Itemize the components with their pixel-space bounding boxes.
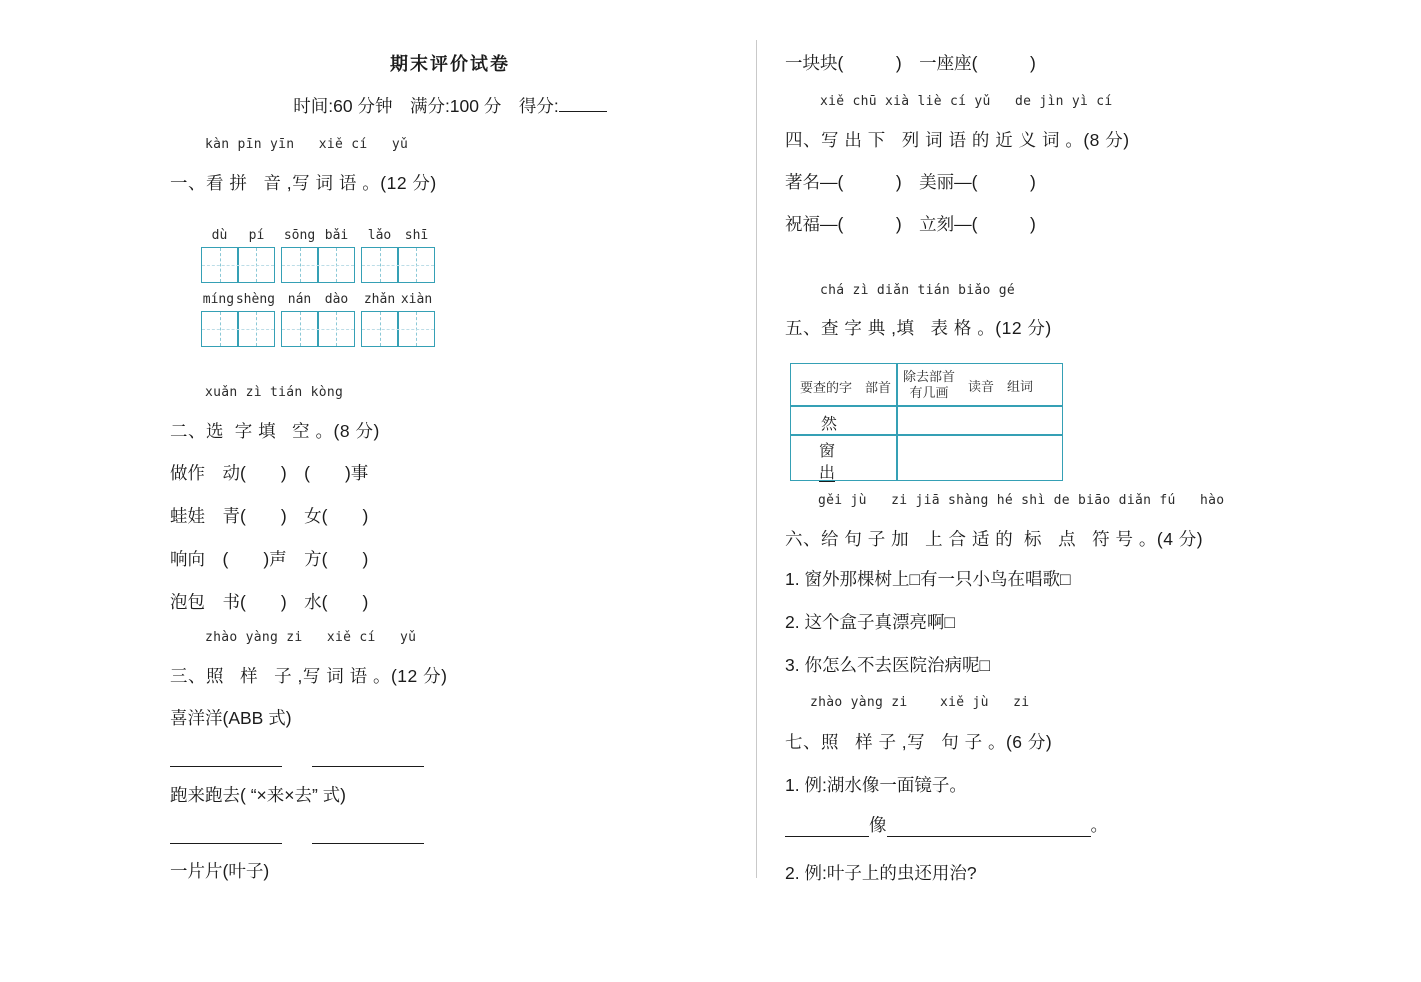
synonym-row: 著名—( ) 美丽—( )	[785, 172, 1036, 192]
table-vertical-line	[896, 364, 898, 480]
character-writing-box	[201, 247, 275, 283]
section2-pinyin: xuǎn zì tián kòng	[205, 385, 344, 400]
answer-blank-line	[887, 815, 1091, 837]
punctuation-sentence: 1. 窗外那棵树上□有一只小鸟在唱歌□	[785, 569, 1071, 589]
fill-blank-row: 做作 动( ) ( )事	[170, 463, 369, 483]
character-writing-box	[281, 247, 355, 283]
section5-heading: 五、查 字 典 ,填 表 格 。(12 分)	[785, 318, 1052, 338]
fill-blank-row: 泡包 书( ) 水( )	[170, 592, 369, 612]
character-writing-box	[281, 311, 355, 347]
box-pinyin: nán	[287, 292, 312, 307]
section7-heading: 七、照 样 子 ,写 句 子 。(6 分)	[785, 732, 1053, 752]
answer-blank-line	[312, 766, 424, 767]
character-writing-box	[361, 311, 435, 347]
section4-pinyin: xiě chū xià liè cí yǔ de jìn yì cí	[820, 94, 1113, 109]
table-header-word: 组词	[1007, 378, 1034, 394]
section4-heading: 四、写 出 下 列 词 语 的 近 义 词 。(8 分)	[785, 130, 1130, 150]
writing-box-group	[201, 292, 275, 347]
box-pinyin: dào	[324, 292, 349, 307]
section6-heading: 六、给 句 子 加 上 合 适 的 标 点 符 号 。(4 分)	[785, 529, 1204, 549]
exam-meta-line	[170, 93, 730, 118]
answer-blank-line	[170, 766, 282, 767]
section2-heading: 二、选 字 填 空 。(8 分)	[170, 421, 380, 441]
section6-pinyin: gěi jù zi jiā shàng hé shì de biāo diǎn fú hào	[818, 493, 1225, 508]
answer-blank-line	[170, 843, 282, 844]
character-writing-box	[361, 247, 435, 283]
table-row-char: 窗	[819, 443, 836, 460]
table-horizontal-line	[791, 434, 1062, 436]
box-pinyin: pí	[248, 228, 265, 243]
table-header-right	[903, 368, 1033, 402]
writing-box-group	[361, 228, 435, 283]
section5-pinyin: chá zì diǎn tián biǎo gé	[820, 283, 1016, 298]
page-title: 期末评价试卷	[390, 54, 510, 74]
answer-blank-line	[785, 815, 869, 837]
writing-box-group	[361, 292, 435, 347]
character-writing-box	[201, 311, 275, 347]
example-word-measure: 一片片(叶子)	[170, 861, 270, 881]
section1-heading: 一、看 拼 音 ,写 词 语 。(12 分)	[170, 173, 437, 193]
fill-period: 。	[1090, 815, 1108, 835]
writing-box-group	[281, 228, 355, 283]
box-pinyin: bǎi	[324, 228, 349, 243]
fill-word: 像	[869, 815, 887, 835]
example-word-measure-cont: 一块块( ) 一座座( )	[785, 53, 1036, 73]
box-pinyin: míng	[202, 292, 235, 307]
sentence-fill-line	[785, 812, 1108, 837]
box-pinyin: shèng	[235, 292, 275, 307]
box-pinyin: zhǎn	[363, 292, 396, 307]
box-pinyin: xiàn	[400, 292, 433, 307]
section7-pinyin: zhào yàng zi xiě jù zi	[810, 695, 1030, 710]
table-header-strokes: 除去部首 有几画	[903, 369, 956, 400]
example-sentence: 1. 例:湖水像一面镜子。	[785, 775, 967, 795]
table-header-pronunciation: 读音	[968, 378, 995, 394]
section3-pinyin: zhào yàng zi xiě cí yǔ	[205, 630, 417, 645]
score-blank-line	[559, 98, 607, 112]
table-header-left: 要查的字 部首	[800, 380, 892, 395]
box-pinyin: sōng	[283, 228, 316, 243]
box-pinyin: lǎo	[367, 228, 392, 243]
section1-pinyin: kàn pīn yīn xiě cí yǔ	[205, 137, 409, 152]
table-row-char: 然	[821, 416, 838, 433]
writing-box-group	[281, 292, 355, 347]
column-divider	[756, 40, 757, 878]
fill-blank-row: 蛙娃 青( ) 女( )	[170, 506, 369, 526]
example-sentence: 2. 例:叶子上的虫还用治?	[785, 863, 977, 883]
box-pinyin: dù	[211, 228, 228, 243]
example-word-pattern: 跑来跑去( “×来×去” 式)	[170, 785, 346, 805]
writing-box-group	[201, 228, 275, 283]
box-pinyin: shī	[404, 228, 429, 243]
dictionary-table	[790, 363, 1063, 481]
punctuation-sentence: 2. 这个盒子真漂亮啊□	[785, 612, 956, 632]
fill-blank-row: 响向 ( )声 方( )	[170, 549, 369, 569]
answer-blank-line	[312, 843, 424, 844]
punctuation-sentence: 3. 你怎么不去医院治病呢□	[785, 655, 991, 675]
table-horizontal-line	[791, 405, 1062, 407]
example-word-abb: 喜洋洋(ABB 式)	[170, 708, 292, 728]
exam-meta-text: 时间:60 分钟 满分:100 分 得分:	[293, 96, 559, 116]
section3-heading: 三、照 样 子 ,写 词 语 。(12 分)	[170, 666, 448, 686]
synonym-row: 祝福—( ) 立刻—( )	[785, 214, 1036, 234]
table-row-char: 出	[819, 465, 836, 482]
